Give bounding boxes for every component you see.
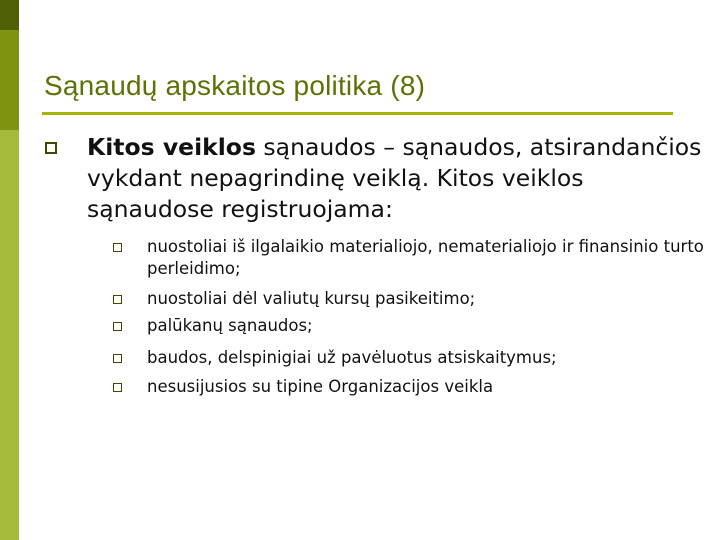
main-bullet-text bbox=[87, 132, 717, 225]
sidebar-band-dark bbox=[0, 0, 19, 30]
title-underline bbox=[42, 112, 673, 115]
sub-bullet-square-icon bbox=[113, 295, 122, 304]
sub-bullet-square-icon bbox=[113, 243, 122, 252]
main-bullet-rest: sąnaudos – sąnaudos, atsirandančios vykdant nepagrindinę veiklą. Kitos veiklos sąnaudose registruojama: bbox=[87, 133, 702, 223]
sidebar-band-light bbox=[0, 130, 19, 540]
bullet-square-icon bbox=[45, 142, 57, 154]
sub-bullet-item: nuostoliai dėl valiutų kursų pasikeitimo; bbox=[147, 289, 476, 308]
main-bullet-bold: Kitos veiklos bbox=[87, 133, 256, 161]
sub-bullet-square-icon bbox=[113, 322, 122, 331]
sidebar-band-mid bbox=[0, 30, 19, 130]
sub-bullet-item: palūkanų sąnaudos; bbox=[147, 316, 313, 335]
sub-bullet-item: baudos, delspinigiai už pavėluotus atsiskaitymus; bbox=[147, 348, 557, 367]
sidebar-decoration bbox=[0, 0, 19, 540]
sub-bullet-square-icon bbox=[113, 383, 122, 392]
sub-bullet-item: nesusijusios su tipine Organizacijos veikla bbox=[147, 377, 494, 396]
sub-bullet-square-icon bbox=[113, 354, 122, 363]
sub-bullet-item: nuostoliai iš ilgalaikio materialiojo, nematerialiojo ir finansinio turto perleidimo; bbox=[147, 237, 704, 278]
slide-title: Sąnaudų apskaitos politika (8) bbox=[44, 70, 426, 101]
